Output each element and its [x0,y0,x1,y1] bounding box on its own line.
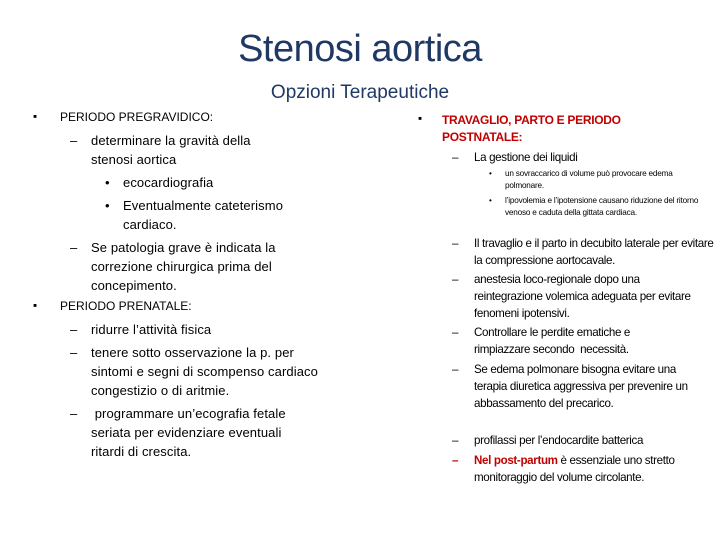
dash-icon: – [452,237,459,250]
post-partum-highlight: Nel post-partum [474,454,558,467]
travaglio-item-1: Il travaglio e il parto in decubito laterale per evitare la compressione aortocavale. [474,237,714,267]
dash-icon: – [452,434,459,447]
slide-subtitle: Opzioni Terapeutiche [270,82,450,103]
slide-title: Stenosi aortica [238,28,482,70]
bullet-square-icon: ▪ [33,300,37,312]
travaglio-item-4: Se edema polmonare bisogna evitare una terapia diuretica aggressiva per prevenire un abbassamento del precarico. [474,363,688,410]
pregravidico-item-2: Se patologia grave è indicata la correzione chirurgica prima del concepimento. [91,240,276,293]
bullet-dot-icon: • [489,196,492,205]
post-partum-text: è essenziale uno stretto monitoraggio del volume circolante. [474,454,675,484]
heading-prenatale: PERIODO PRENATALE: [60,299,192,313]
liquidi-sub-2: l’ipovolemia e l’ipotensione causano riduzione del ritorno venoso e caduta della gittata cardiaca. [505,196,699,217]
bullet-dot-icon: • [105,198,110,213]
heading-pregravidico: PERIODO PREGRAVIDICO: [60,110,214,124]
travaglio-item-2: anestesia loco-regionale dopo una reintegrazione volemica adeguata per evitare fenomeni ipotensivi. [474,273,691,320]
dash-icon: – [70,345,78,360]
travaglio-item-3: Controllare le perdite ematiche e rimpiazzare secondo necessità. [474,326,633,356]
bullet-square-icon: ▪ [33,111,37,123]
pregravidico-item-1: determinare la gravità della stenosi aortica [91,133,251,167]
bullet-square-icon: ▪ [418,113,422,125]
bullet-dot-icon: • [489,169,492,178]
prenatale-item-3: programmare un’ecografia fetale seriata per evidenziare eventuali ritardi di crescita. [91,406,290,459]
dash-icon: – [452,454,459,467]
dash-icon: – [452,363,459,376]
dash-icon: – [70,133,78,148]
travaglio-item-6 [474,452,699,486]
liquidi-heading: La gestione dei liquidi [474,151,578,164]
dash-icon: – [70,240,78,255]
liquidi-sub-1: un sovraccarico di volume può provocare edema polmonare. [505,169,673,190]
heading-travaglio: TRAVAGLIO, PARTO E PERIODO POSTNATALE: [442,113,621,144]
pregravidico-sub-1: ecocardiografia [123,175,214,190]
dash-icon: – [70,322,78,337]
dash-icon: – [452,151,459,164]
dash-icon: – [452,326,459,339]
dash-icon: – [70,406,78,421]
prenatale-item-2: tenere sotto osservazione la p. per sintomi e segni di scompenso cardiaco congestizio o di aritmie. [91,345,318,398]
travaglio-item-5: profilassi per l’endocardite batterica [474,434,644,447]
pregravidico-sub-2: Eventualmente cateterismo cardiaco. [123,198,284,232]
dash-icon: – [452,273,459,286]
bullet-dot-icon: • [105,175,110,190]
prenatale-item-1: ridurre l’attività fisica [91,322,212,337]
